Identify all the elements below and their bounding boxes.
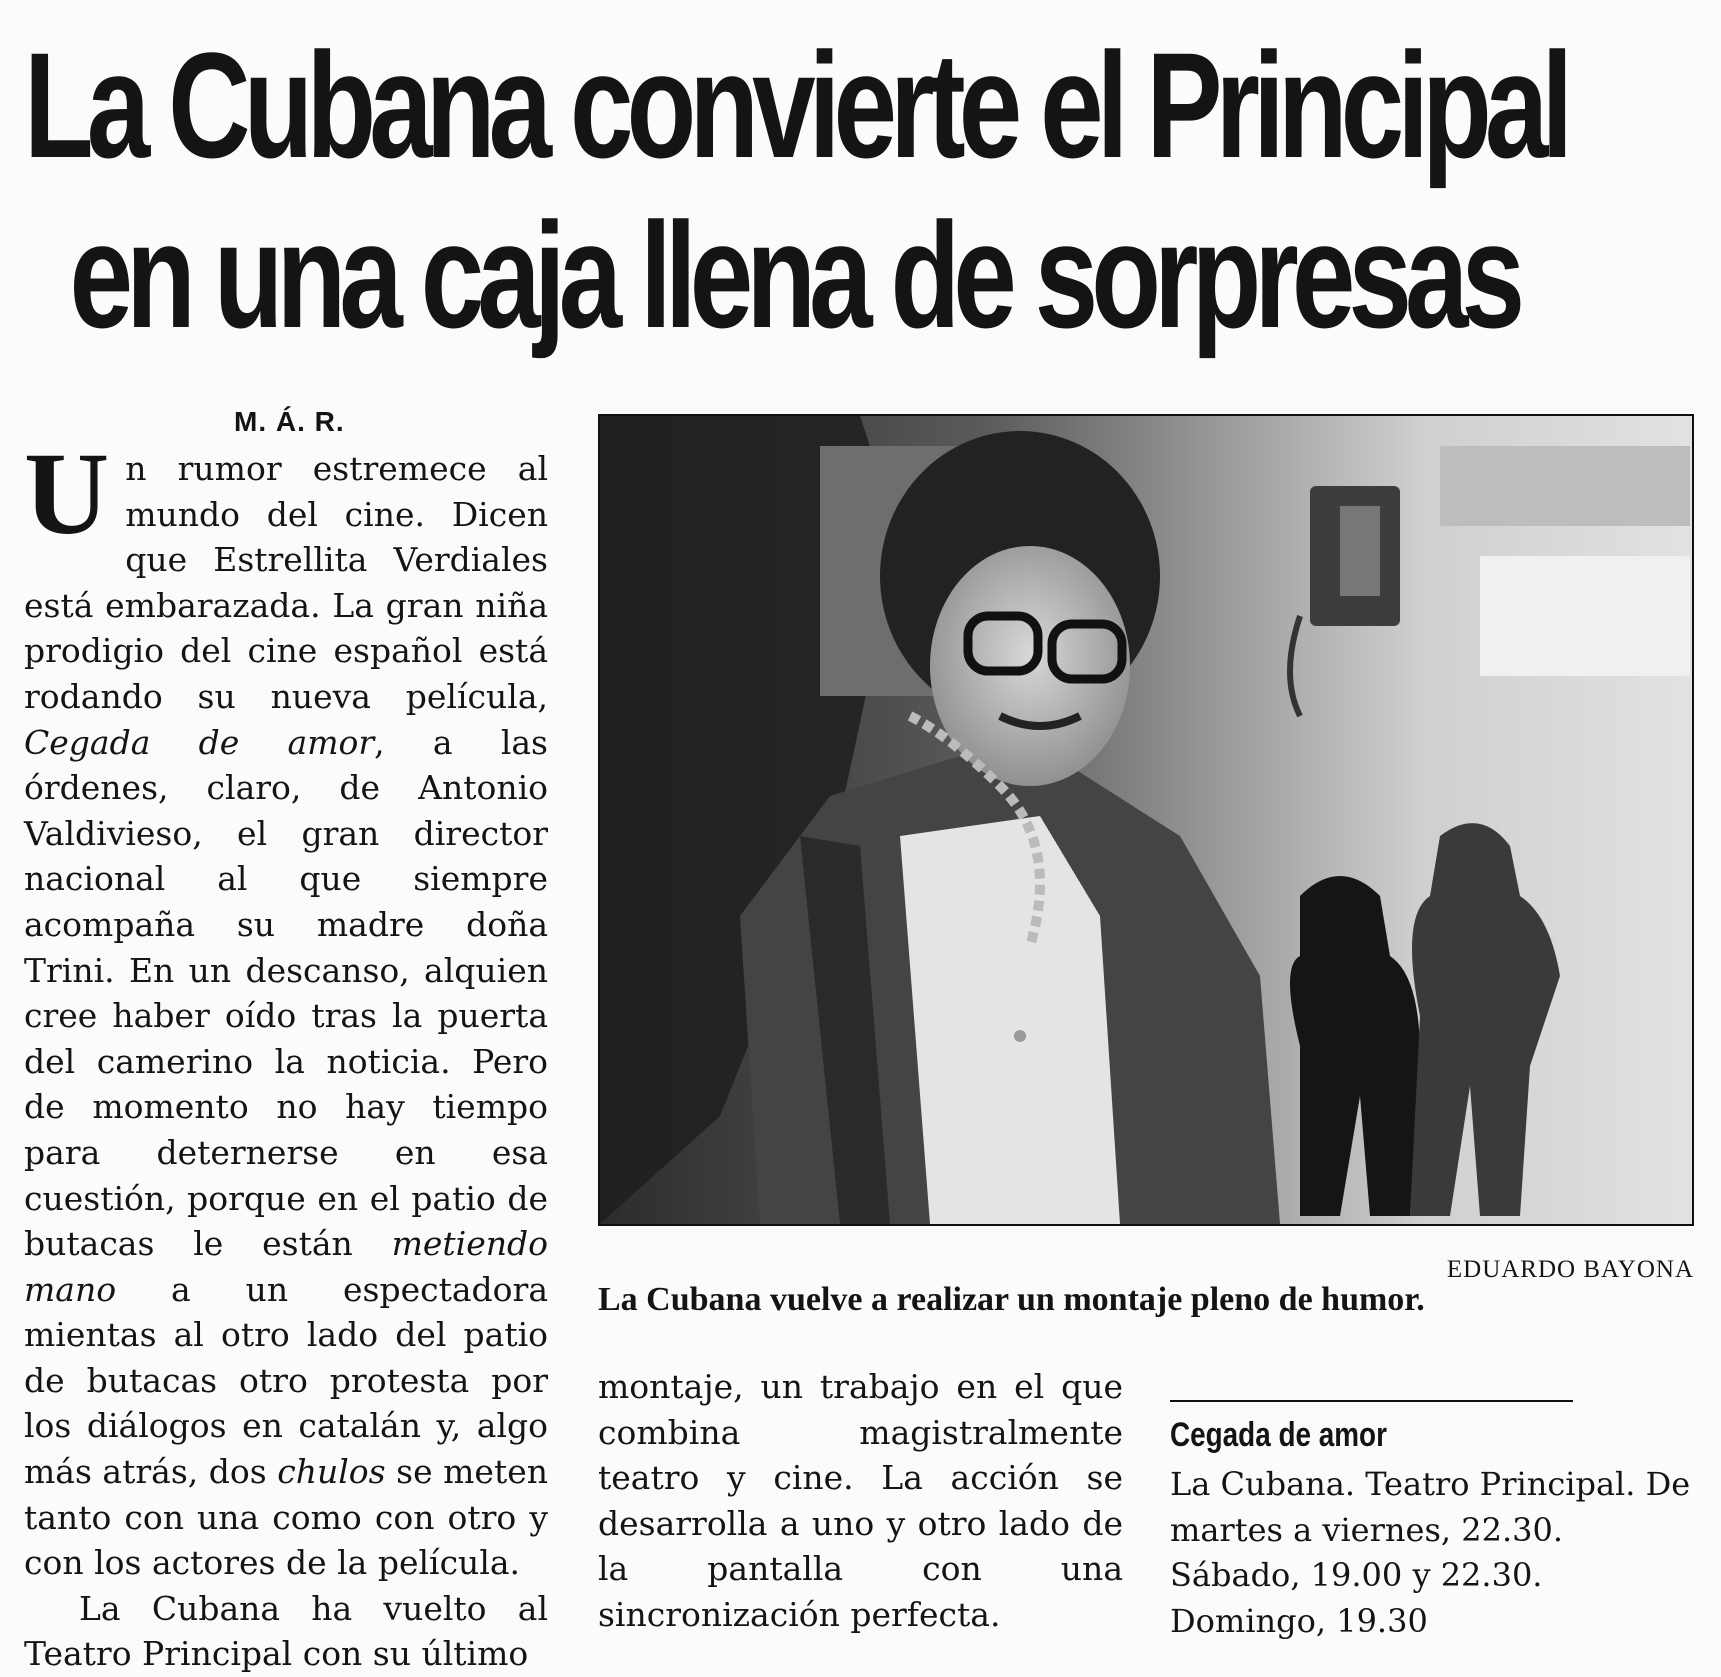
- infobox-title: Cegada de amor: [1170, 1416, 1387, 1454]
- infobox-text: La Cubana. Teatro Principal. De martes a viernes, 22.30. Sábado, 19.00 y 22.30. Domingo, 19.30: [1170, 1465, 1691, 1640]
- article-paragraph-3: montaje, un trabajo en el que combina magistralmente teatro y cine. La acción se desarrolla a uno y otro lado de la pantalla con una sincronización perfecta.: [598, 1367, 1123, 1634]
- drop-cap: U: [24, 428, 110, 559]
- article-paragraph-2: La Cubana ha vuelto al Teatro Principal con su último: [24, 1588, 548, 1674]
- stage-photo-image: [600, 416, 1692, 1224]
- article-paragraph-1: [24, 428, 549, 1586]
- infobox-rule: [1170, 1400, 1573, 1402]
- article-column-2: [598, 1364, 1123, 1638]
- stage-photo: [598, 414, 1694, 1226]
- paragraph-text: n rumor estremece al mundo del cine. Dicen que Estrellita Verdiales está embarazada. La gran niña prodigio del cine español está rodando su nueva película,: [24, 449, 548, 716]
- photo-credit: EDUARDO BAYONA: [1446, 1256, 1694, 1283]
- photo-caption: La Cubana vuelve a realizar un montaje pleno de humor.: [598, 1281, 1425, 1318]
- article-column-1: [24, 428, 549, 1677]
- italic-phrase: metiendo mano: [24, 1224, 548, 1309]
- headline: [24, 20, 1567, 360]
- paragraph-text: a un espectadora mientas al otro lado del patio de butacas otro protesta por los diálogos en catalán y, algo más atrás, dos: [24, 1269, 548, 1492]
- film-title: Cegada de amor: [24, 722, 375, 762]
- byline: M. Á. R.: [234, 406, 345, 437]
- headline-line-2: en una caja llena de sorpresas: [69, 191, 1519, 359]
- paragraph-text: , a las órdenes, claro, de Antonio Valdivieso, el gran director nacional al que siempre acompaña su madre doña Trini. En un descanso, alquien cree haber oído tras la puerta del camerino la noticia. Pero de momento no hay tiempo para deternerse en esa cuestión, porque en el patio de butacas le están: [24, 722, 548, 1264]
- italic-word: chulos: [277, 1452, 386, 1492]
- headline-line-1: La Cubana convierte el Principal: [24, 21, 1567, 189]
- paragraph-text: se meten tanto con una como con otro y con los actores de la película.: [24, 1452, 549, 1583]
